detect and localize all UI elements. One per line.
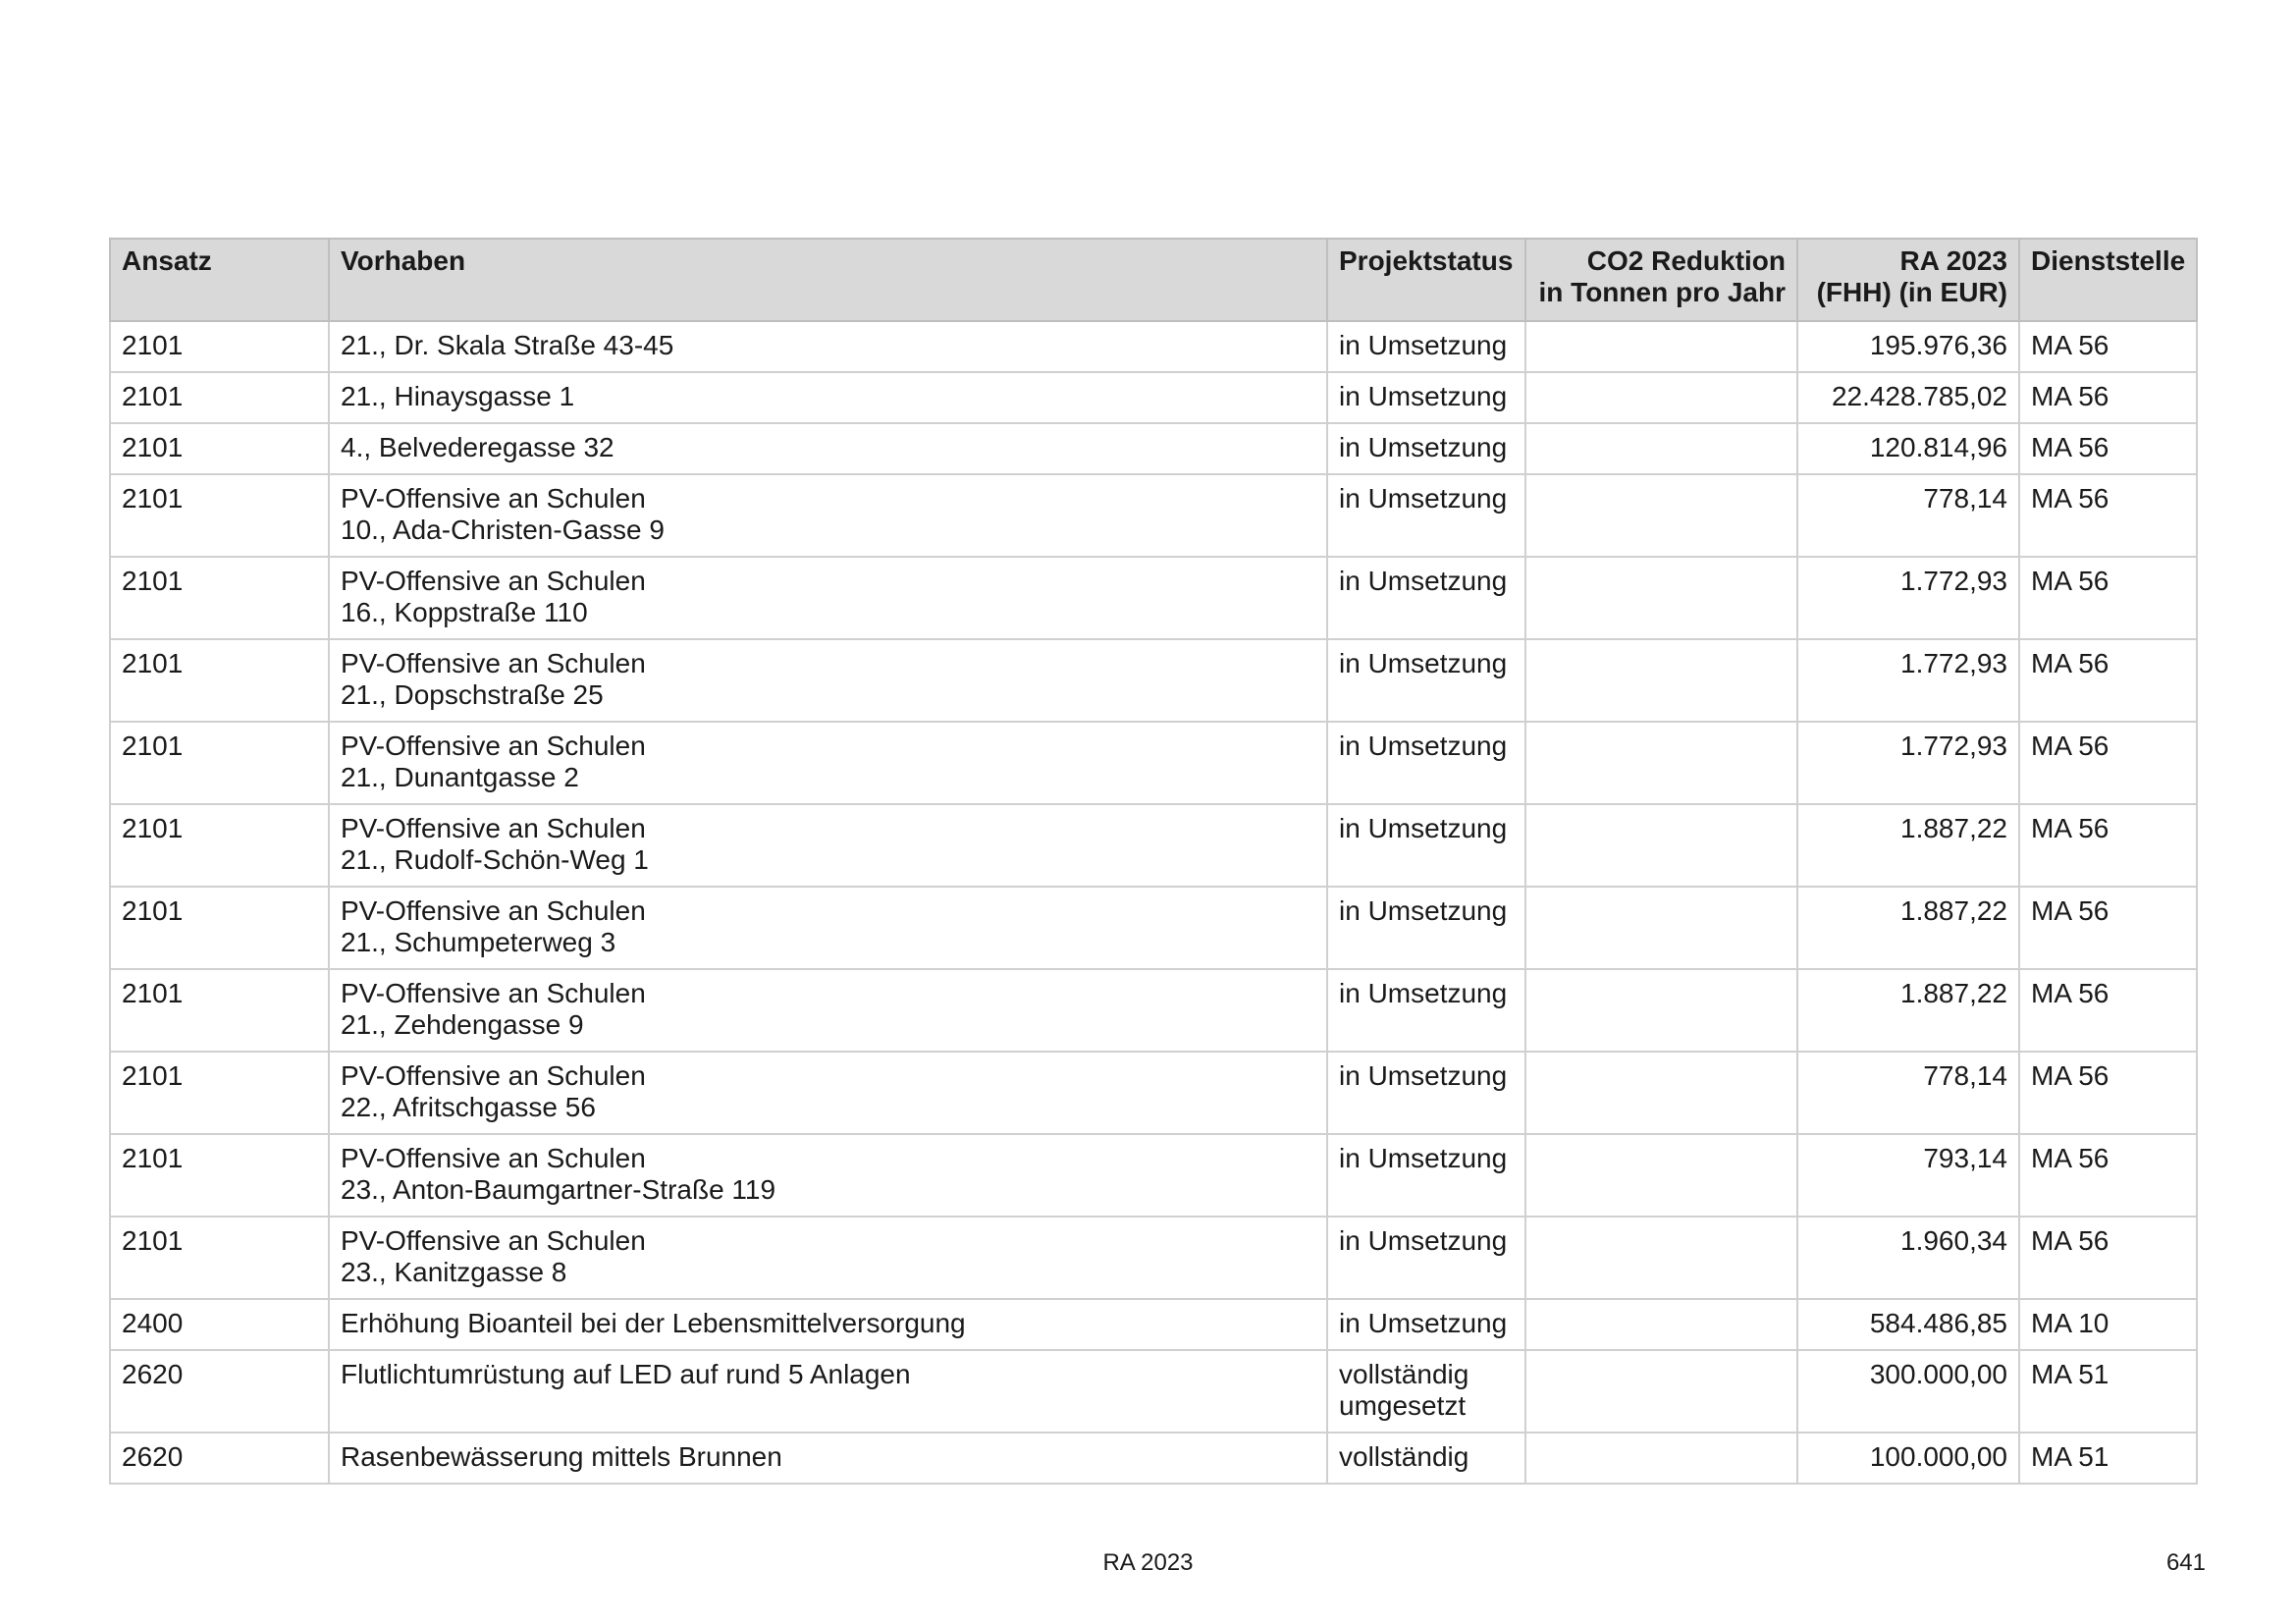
cell-dienststelle: MA 56: [2019, 1134, 2197, 1217]
table-row: [110, 372, 2197, 423]
cell-ansatz: 2101: [110, 321, 329, 372]
vorhaben-line: 10., Ada-Christen-Gasse 9: [341, 514, 665, 545]
cell-projektstatus: [1327, 557, 1525, 639]
cell-dienststelle: MA 10: [2019, 1299, 2197, 1350]
cell-vorhaben: [329, 557, 1327, 639]
vorhaben-line: 21., Dopschstraße 25: [341, 679, 604, 710]
vorhaben-line: PV-Offensive an Schulen: [341, 1060, 646, 1091]
cell-co2-reduktion: [1525, 1433, 1797, 1484]
cell-ra-2023: 584.486,85: [1797, 1299, 2019, 1350]
table-row: [110, 1433, 2197, 1484]
cell-ra-2023: 100.000,00: [1797, 1433, 2019, 1484]
table-row: [110, 474, 2197, 557]
table-row: [110, 969, 2197, 1052]
cell-vorhaben: [329, 1052, 1327, 1134]
table-row: [110, 804, 2197, 887]
table-row: [110, 321, 2197, 372]
table-row: [110, 1134, 2197, 1217]
cell-projektstatus: [1327, 804, 1525, 887]
table-row: [110, 1350, 2197, 1433]
status-line: in Umsetzung: [1339, 731, 1508, 761]
vorhaben-line: PV-Offensive an Schulen: [341, 978, 646, 1008]
status-line: in Umsetzung: [1339, 1060, 1508, 1091]
cell-co2-reduktion: [1525, 1052, 1797, 1134]
vorhaben-line: PV-Offensive an Schulen: [341, 895, 646, 926]
cell-projektstatus: [1327, 474, 1525, 557]
cell-projektstatus: [1327, 321, 1525, 372]
cell-dienststelle: MA 56: [2019, 639, 2197, 722]
projects-table-container: [109, 238, 2196, 1485]
vorhaben-line: 23., Kanitzgasse 8: [341, 1257, 567, 1287]
cell-ra-2023: 120.814,96: [1797, 423, 2019, 474]
cell-projektstatus: [1327, 1217, 1525, 1299]
cell-vorhaben: [329, 804, 1327, 887]
cell-ra-2023: 1.960,34: [1797, 1217, 2019, 1299]
table-row: [110, 1052, 2197, 1134]
status-line: in Umsetzung: [1339, 330, 1508, 360]
table-row: [110, 423, 2197, 474]
cell-ra-2023: 1.887,22: [1797, 969, 2019, 1052]
vorhaben-line: 16., Koppstraße 110: [341, 597, 588, 627]
cell-co2-reduktion: [1525, 372, 1797, 423]
cell-dienststelle: MA 56: [2019, 321, 2197, 372]
cell-co2-reduktion: [1525, 423, 1797, 474]
cell-vorhaben: [329, 372, 1327, 423]
cell-vorhaben: [329, 639, 1327, 722]
vorhaben-line: 21., Dr. Skala Straße 43-45: [341, 330, 674, 360]
header-ra-2023: [1797, 239, 2019, 321]
cell-ra-2023: 1.887,22: [1797, 804, 2019, 887]
cell-ansatz: 2101: [110, 722, 329, 804]
cell-co2-reduktion: [1525, 1134, 1797, 1217]
cell-vorhaben: [329, 969, 1327, 1052]
cell-projektstatus: [1327, 722, 1525, 804]
cell-dienststelle: MA 51: [2019, 1433, 2197, 1484]
status-line: vollständig: [1339, 1441, 1469, 1472]
header-ra-line1: RA 2023: [1899, 245, 2007, 276]
cell-ra-2023: 793,14: [1797, 1134, 2019, 1217]
cell-co2-reduktion: [1525, 969, 1797, 1052]
cell-dienststelle: MA 56: [2019, 887, 2197, 969]
status-line: in Umsetzung: [1339, 648, 1508, 678]
vorhaben-line: PV-Offensive an Schulen: [341, 731, 646, 761]
cell-co2-reduktion: [1525, 1299, 1797, 1350]
cell-vorhaben: [329, 321, 1327, 372]
cell-co2-reduktion: [1525, 804, 1797, 887]
table-row: [110, 887, 2197, 969]
table-header-row: [110, 239, 2197, 321]
cell-vorhaben: [329, 722, 1327, 804]
cell-ansatz: 2101: [110, 804, 329, 887]
status-line: in Umsetzung: [1339, 566, 1508, 596]
status-line: in Umsetzung: [1339, 1225, 1508, 1256]
cell-co2-reduktion: [1525, 321, 1797, 372]
cell-ra-2023: 1.887,22: [1797, 887, 2019, 969]
table-row: [110, 639, 2197, 722]
status-line: in Umsetzung: [1339, 978, 1508, 1008]
cell-ansatz: 2101: [110, 474, 329, 557]
cell-ansatz: 2101: [110, 639, 329, 722]
cell-ansatz: 2101: [110, 1052, 329, 1134]
vorhaben-line: 21., Dunantgasse 2: [341, 762, 579, 792]
header-ra-line2: (FHH) (in EUR): [1816, 277, 2007, 307]
status-line: in Umsetzung: [1339, 1308, 1508, 1338]
cell-vorhaben: [329, 1134, 1327, 1217]
header-ansatz: Ansatz: [110, 239, 329, 321]
cell-co2-reduktion: [1525, 474, 1797, 557]
cell-ra-2023: 1.772,93: [1797, 639, 2019, 722]
cell-vorhaben: [329, 1350, 1327, 1433]
cell-ra-2023: 300.000,00: [1797, 1350, 2019, 1433]
table-row: [110, 722, 2197, 804]
cell-vorhaben: [329, 887, 1327, 969]
vorhaben-line: PV-Offensive an Schulen: [341, 483, 646, 514]
vorhaben-line: PV-Offensive an Schulen: [341, 648, 646, 678]
table-row: [110, 557, 2197, 639]
cell-dienststelle: MA 56: [2019, 557, 2197, 639]
vorhaben-line: PV-Offensive an Schulen: [341, 566, 646, 596]
cell-vorhaben: [329, 1299, 1327, 1350]
page-number: 641: [2165, 1549, 2206, 1576]
cell-dienststelle: MA 51: [2019, 1350, 2197, 1433]
cell-dienststelle: MA 56: [2019, 1217, 2197, 1299]
cell-ansatz: 2101: [110, 969, 329, 1052]
cell-ra-2023: 778,14: [1797, 474, 2019, 557]
vorhaben-line: 21., Schumpeterweg 3: [341, 927, 616, 957]
header-co2-reduktion: [1525, 239, 1797, 321]
table-row: [110, 1299, 2197, 1350]
cell-projektstatus: [1327, 1299, 1525, 1350]
cell-vorhaben: [329, 1217, 1327, 1299]
cell-vorhaben: [329, 474, 1327, 557]
status-line: vollständig: [1339, 1359, 1469, 1389]
status-line: in Umsetzung: [1339, 813, 1508, 843]
cell-projektstatus: [1327, 969, 1525, 1052]
cell-ansatz: 2620: [110, 1350, 329, 1433]
vorhaben-line: PV-Offensive an Schulen: [341, 813, 646, 843]
header-co2-line2: in Tonnen pro Jahr: [1538, 277, 1786, 307]
status-line: in Umsetzung: [1339, 483, 1508, 514]
cell-dienststelle: MA 56: [2019, 1052, 2197, 1134]
cell-ansatz: 2620: [110, 1433, 329, 1484]
cell-projektstatus: [1327, 1134, 1525, 1217]
cell-ra-2023: 1.772,93: [1797, 557, 2019, 639]
header-co2-line1: CO2 Reduktion: [1586, 245, 1786, 276]
vorhaben-line: 21., Hinaysgasse 1: [341, 381, 575, 411]
table-row: [110, 1217, 2197, 1299]
cell-projektstatus: [1327, 1433, 1525, 1484]
cell-co2-reduktion: [1525, 557, 1797, 639]
cell-dienststelle: MA 56: [2019, 423, 2197, 474]
cell-projektstatus: [1327, 372, 1525, 423]
vorhaben-line: 4., Belvederegasse 32: [341, 432, 614, 462]
cell-co2-reduktion: [1525, 1217, 1797, 1299]
cell-co2-reduktion: [1525, 639, 1797, 722]
cell-dienststelle: MA 56: [2019, 372, 2197, 423]
cell-ra-2023: 195.976,36: [1797, 321, 2019, 372]
vorhaben-line: 22., Afritschgasse 56: [341, 1092, 596, 1122]
cell-projektstatus: [1327, 1350, 1525, 1433]
status-line: in Umsetzung: [1339, 432, 1508, 462]
header-projektstatus: Projektstatus: [1327, 239, 1525, 321]
cell-ansatz: 2101: [110, 372, 329, 423]
cell-ansatz: 2101: [110, 887, 329, 969]
table-body: [110, 321, 2197, 1484]
vorhaben-line: Flutlichtumrüstung auf LED auf rund 5 Anlagen: [341, 1359, 911, 1389]
header-dienststelle: Dienststelle: [2019, 239, 2197, 321]
cell-ansatz: 2101: [110, 1134, 329, 1217]
cell-co2-reduktion: [1525, 722, 1797, 804]
status-line: in Umsetzung: [1339, 1143, 1508, 1173]
cell-projektstatus: [1327, 887, 1525, 969]
cell-dienststelle: MA 56: [2019, 804, 2197, 887]
projects-table: [109, 238, 2198, 1485]
cell-ra-2023: 22.428.785,02: [1797, 372, 2019, 423]
status-line: in Umsetzung: [1339, 895, 1508, 926]
header-vorhaben: Vorhaben: [329, 239, 1327, 321]
cell-dienststelle: MA 56: [2019, 474, 2197, 557]
cell-ansatz: 2101: [110, 423, 329, 474]
cell-co2-reduktion: [1525, 887, 1797, 969]
vorhaben-line: 21., Rudolf-Schön-Weg 1: [341, 844, 649, 875]
footer-title: RA 2023: [1102, 1549, 1194, 1576]
status-line: umgesetzt: [1339, 1390, 1467, 1421]
cell-co2-reduktion: [1525, 1350, 1797, 1433]
cell-ra-2023: 778,14: [1797, 1052, 2019, 1134]
cell-ra-2023: 1.772,93: [1797, 722, 2019, 804]
cell-dienststelle: MA 56: [2019, 969, 2197, 1052]
cell-projektstatus: [1327, 639, 1525, 722]
cell-vorhaben: [329, 423, 1327, 474]
cell-vorhaben: [329, 1433, 1327, 1484]
vorhaben-line: Rasenbewässerung mittels Brunnen: [341, 1441, 782, 1472]
status-line: in Umsetzung: [1339, 381, 1508, 411]
vorhaben-line: PV-Offensive an Schulen: [341, 1143, 646, 1173]
vorhaben-line: Erhöhung Bioanteil bei der Lebensmittelversorgung: [341, 1308, 966, 1338]
cell-ansatz: 2400: [110, 1299, 329, 1350]
cell-dienststelle: MA 56: [2019, 722, 2197, 804]
vorhaben-line: 23., Anton-Baumgartner-Straße 119: [341, 1174, 776, 1205]
cell-projektstatus: [1327, 423, 1525, 474]
cell-ansatz: 2101: [110, 557, 329, 639]
vorhaben-line: PV-Offensive an Schulen: [341, 1225, 646, 1256]
vorhaben-line: 21., Zehdengasse 9: [341, 1009, 584, 1040]
cell-ansatz: 2101: [110, 1217, 329, 1299]
cell-projektstatus: [1327, 1052, 1525, 1134]
